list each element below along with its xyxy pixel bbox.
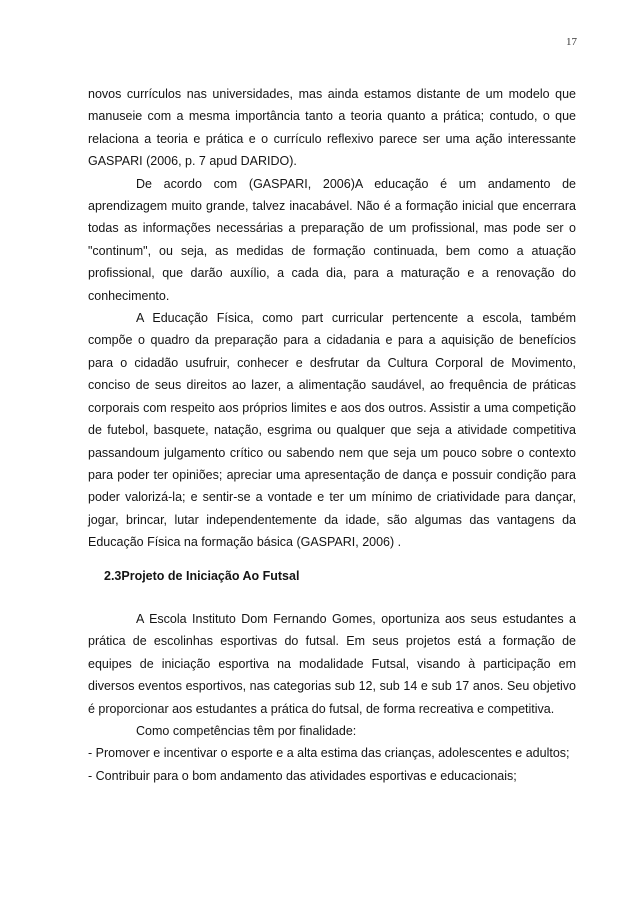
paragraph-physical-education: A Educação Física, como part curricular pertencente a escola, também compõe o quadro da preparação para a cidadania e para a aquisição de benefícios para o cidadão usufruir, conhecer e desfrutar da Cultura Corporal de Movimento, conciso de seus direitos ao lazer, a alimentação saudável, ao frequência de práticas corporais com respeito aos próprios limites e aos dos outros. Assistir a uma competição de futebol, basquete, natação, esgrima ou qualquer que seja a atividade competitiva passandoum julgamento crítico ou sabendo nem que seja um pouco sobre o contexto para poder ter opiniões; apreciar uma apresentação de dança e possuir condição para poder valorizá-la; e sentir-se a vontade e ter um mínimo de criatividade para dançar, jogar, brincar, lutar independentemente da idade, são algumas das vantagens da Educação Física na formação básica (GASPARI, 2006) . <box>88 311 576 550</box>
spacer <box>88 598 576 608</box>
paragraph-curriculum: novos currículos nas universidades, mas ainda estamos distante de um modelo que manuseie com a mesma importância tanto a teoria quanto a prática; contudo, o que relaciona a teoria e prática e o currículo reflexivo parece ser uma ação interessante GASPARI (2006, p. 7 apud DARIDO). <box>88 87 576 169</box>
page-number: 17 <box>566 36 577 48</box>
paragraph-gaspari: De acordo com (GASPARI, 2006)A educação é um andamento de aprendizagem muito grande, talvez inacabável. Não é a formação inicial que encerrara todas as informações necessárias a preparação de um profissional, mas pode ser o "continum", ou seja, as medidas de formação continuada, bem como a atuação profissional, que darão auxílio, a cada dia, para a maturação e a renovação do conhecimento. <box>88 176 576 303</box>
paragraph-futsal-school: A Escola Instituto Dom Fernando Gomes, oportuniza aos seus estudantes a prática de escolinhas esportivas do futsal. Em seus projetos está a formação de equipes de iniciação esportiva na modalidade Futsal, visando à participação em diversos eventos esportivos, nas categorias sub 12, sub 14 e sub 17 anos. Seu objetivo é proporcionar aos estudantes a prática do futsal, de forma recreativa e competitiva. <box>88 611 576 716</box>
list-item-promote: - Promover e incentivar o esporte e a alta estima das crianças, adolescentes e adultos; <box>88 746 570 761</box>
body-text <box>88 83 576 787</box>
section-heading: 2.3Projeto de Iniciação Ao Futsal <box>104 568 300 583</box>
list-item-contribute: - Contribuir para o bom andamento das atividades esportivas e educacionais; <box>88 768 517 783</box>
paragraph-competencies-intro: Como competências têm por finalidade: <box>136 723 357 738</box>
